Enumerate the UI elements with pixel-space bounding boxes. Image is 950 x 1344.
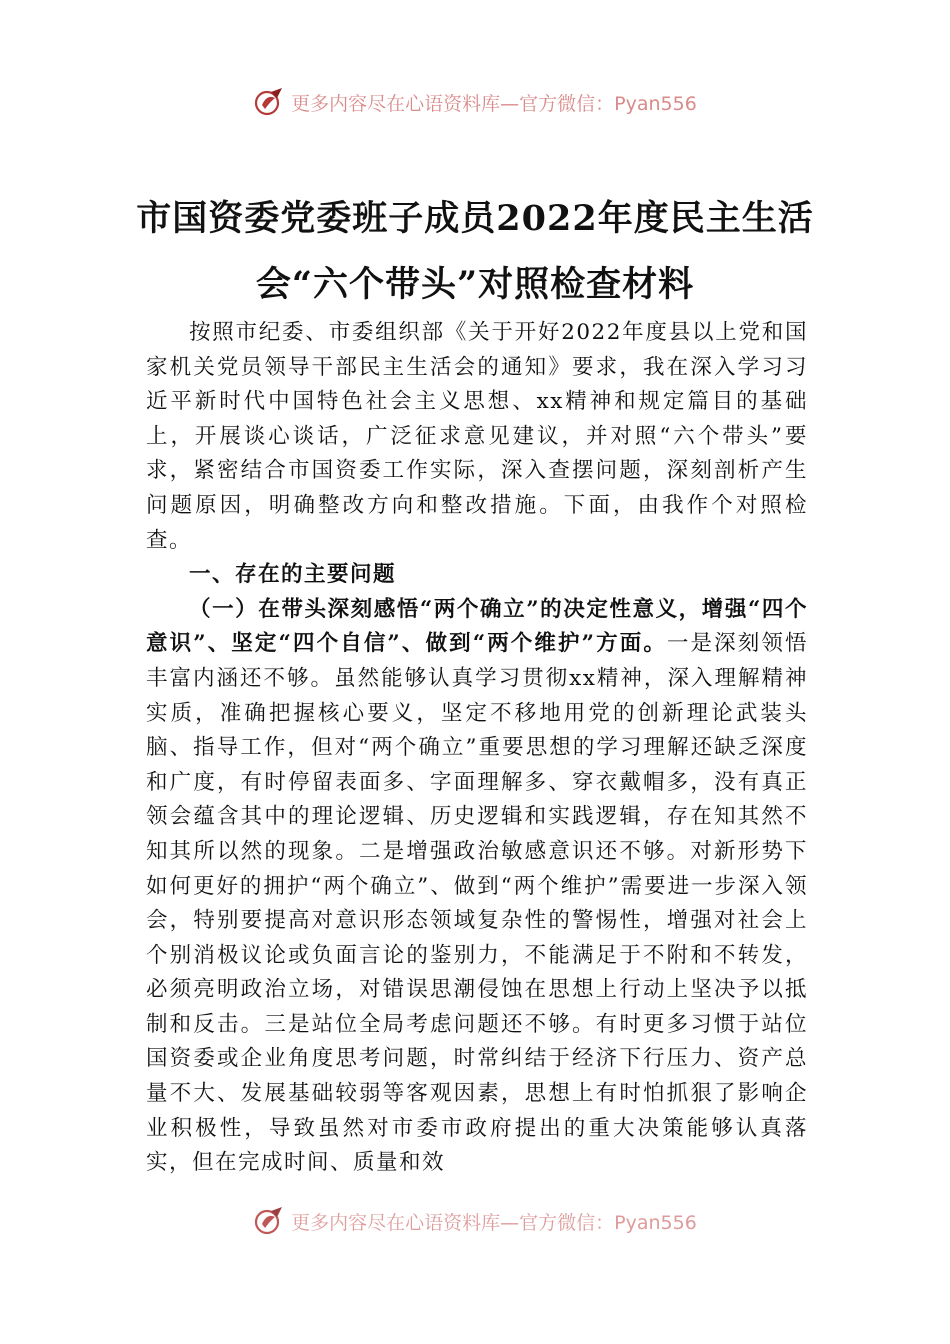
- watermark-text: 更多内容尽在心语资料库—官方微信：Pyan556: [291, 1211, 697, 1234]
- watermark-text: 更多内容尽在心语资料库—官方微信：Pyan556: [291, 92, 697, 115]
- watermark-logo-icon: [253, 1205, 285, 1237]
- subsection-heading: （一）在带头深刻感悟“两个确立”的决定性意义，增强“四个意识”、坚定“四个自信”、做到“两个维护”方面。: [146, 596, 808, 657]
- subsection-body: 一是深刻领悟丰富内涵还不够。虽然能够认真学习贯彻xx精神，深入理解精神实质，准确把握核心要义，坚定不移地用党的创新理论武装头脑、指导工作，但对“两个确立”重要思想的学习理解还缺乏深度和广度，有时停留表面多、字面理解多、穿衣戴帽多，没有真正领会蕴含其中的理论逻辑、历史逻辑和实践逻辑，存在知其然不知其所以然的现象。二是增强政治敏感意识还不够。对新形势下如何更好的拥护“两个确立”、做到“两个维护”需要进一步深入领会，特别要提高对意识形态领域复杂性的警惕性，增强对社会上个别消极议论或负面言论的鉴别力，不能满足于不附和不转发，必须亮明政治立场，对错误思潮侵蚀在思想上行动上坚决予以抵制和反击。三是站位全局考虑问题还不够。有时更多习惯于站位国资委或企业角度思考问题，时常纠结于经济下行压力、资产总量不大、发展基础较弱等客观因素，思想上有时怕抓狠了影响企业积极性，导致虽然对市委市政府提出的重大决策能够认真落实，但在完成时间、质量和效: [146, 631, 808, 1176]
- title-line-2: 会“六个带头”对照检查材料: [255, 264, 695, 305]
- title-line-1: 市国资委党委班子成员2022年度民主生活: [136, 198, 814, 239]
- intro-paragraph: 按照市纪委、市委组织部《关于开好2022年度县以上党和国家机关党员领导干部民主生活会的通知》要求，我在深入学习习近平新时代中国特色社会主义思想、xx精神和规定篇目的基础上，开展谈心谈话，广泛征求意见建议，并对照“六个带头”要求，紧密结合市国资委工作实际，深入查摆问题，深刻剖析产生问题原因，明确整改方向和整改措施。下面，由我作个对照检查。: [146, 320, 808, 553]
- page-title: [100, 186, 850, 318]
- document-body: [146, 316, 808, 1181]
- subsection-paragraph: [146, 593, 808, 1181]
- watermark-logo-icon: [253, 86, 285, 118]
- watermark-header: [0, 86, 950, 118]
- section-heading: 一、存在的主要问题: [189, 562, 397, 588]
- watermark-footer: [0, 1205, 950, 1237]
